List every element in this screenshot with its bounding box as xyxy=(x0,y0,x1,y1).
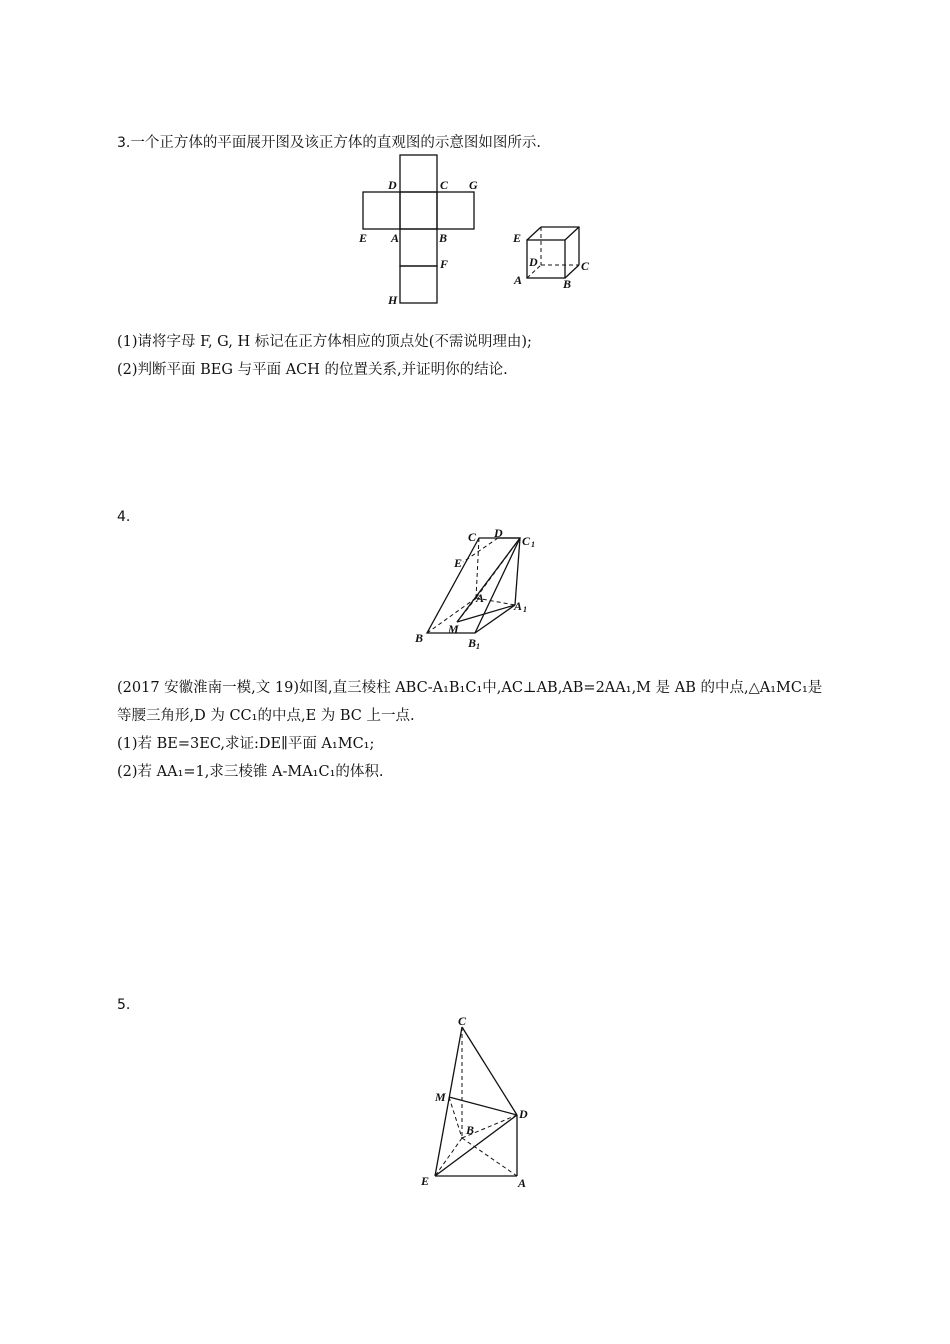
net-label-a: A xyxy=(391,231,400,245)
q5-solid-figure xyxy=(415,1010,540,1195)
q3-number: 3. xyxy=(117,135,131,151)
cube-label-e: E xyxy=(513,231,522,245)
q3-stem-text: 一个正方体的平面展开图及该正方体的直观图的示意图如图所示. xyxy=(130,135,541,151)
cube-label-a: A xyxy=(514,273,523,287)
cube-label-c: C xyxy=(581,259,590,273)
net-label-h: H xyxy=(388,293,398,307)
q5-label-a: A xyxy=(518,1176,527,1190)
q3-cube-net-figure xyxy=(350,150,500,310)
q4-number: 4. xyxy=(117,509,131,525)
q5-number: 5. xyxy=(117,997,131,1013)
q4-part1: (1)若 BE=3EC,求证:DE∥平面 A₁MC₁; xyxy=(117,736,375,752)
net-label-d: D xyxy=(388,178,397,192)
net-label-b: B xyxy=(439,231,448,245)
q4-part2: (2)若 AA₁=1,求三棱锥 A-MA₁C₁的体积. xyxy=(117,764,384,780)
q5-label-d: D xyxy=(519,1107,528,1121)
q4-label-e: E xyxy=(454,556,463,570)
q5-label-m: M xyxy=(435,1090,446,1104)
q3-part1: (1)请将字母 F, G, H 标记在正方体相应的顶点处(不需说明理由); xyxy=(117,334,532,350)
q5-label-e: E xyxy=(421,1174,430,1188)
q4-label-c: C xyxy=(468,530,477,544)
q4-label-a1-sub: 1 xyxy=(523,605,527,614)
q4-label-c1-sub: 1 xyxy=(531,540,535,549)
q4-label-d: D xyxy=(494,526,503,540)
cube-label-b: B xyxy=(563,277,572,291)
q4-stem-line2: 等腰三角形,D 为 CC₁的中点,E 为 BC 上一点. xyxy=(117,708,415,724)
q4-label-m: M xyxy=(448,622,459,636)
q4-label-a1: A xyxy=(514,599,523,613)
q4-label-a: A xyxy=(476,591,485,605)
q5-label-b: B xyxy=(466,1123,475,1137)
q4-label-b: B xyxy=(415,631,424,645)
net-label-c: C xyxy=(440,178,449,192)
q4-label-b1-sub: 1 xyxy=(476,642,480,651)
q5-label-c: C xyxy=(458,1014,467,1028)
q3-part2: (2)判断平面 BEG 与平面 ACH 的位置关系,并证明你的结论. xyxy=(117,362,508,378)
q3-cube-figure xyxy=(505,220,605,295)
net-label-g: G xyxy=(469,178,478,192)
q4-stem-line1: (2017 安徽淮南一模,文 19)如图,直三棱柱 ABC-A₁B₁C₁中,AC⊥AB,AB=2AA₁,M 是 AB 的中点,△A₁MC₁是 xyxy=(117,680,823,696)
net-label-e: E xyxy=(359,231,368,245)
q4-prism-figure xyxy=(410,525,545,655)
q4-label-c1: C xyxy=(522,534,531,548)
cube-label-d: D xyxy=(529,255,538,269)
q4-label-b1: B xyxy=(468,636,477,650)
net-label-f: F xyxy=(440,257,449,271)
